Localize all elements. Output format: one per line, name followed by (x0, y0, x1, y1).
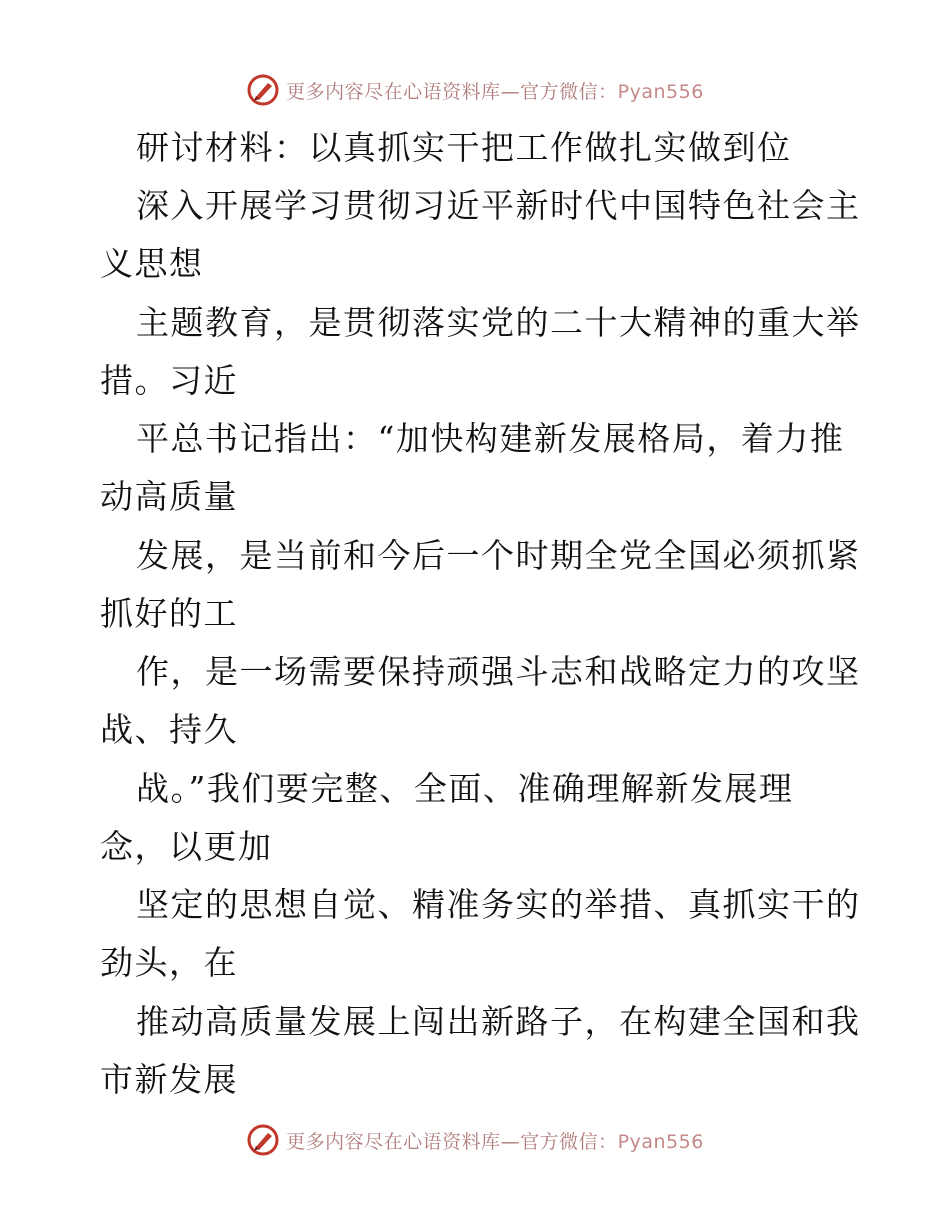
pen-logo-icon (246, 73, 280, 107)
paragraph-line: 坚定的思想自觉、精准务实的举措、真抓实干的 (136, 885, 861, 924)
paragraph-line: 市新发展 (100, 1060, 238, 1099)
paragraph-line: 推动高质量发展上闯出新路子，在构建全国和我 (136, 1002, 861, 1041)
footer-banner-text: 更多内容尽在心语资料库—官方微信：Pyan556 (286, 1130, 704, 1153)
header-banner (0, 72, 950, 108)
footer-wechat-handle: Pyan556 (617, 1130, 704, 1153)
paragraph-line: 深入开展学习贯彻习近平新时代中国特色社会主 (136, 186, 861, 225)
footer-banner (0, 1122, 950, 1158)
document-title: 研讨材料：以真抓实干把工作做扎实做到位 (136, 128, 792, 167)
paragraph-line: 义思想 (100, 244, 204, 283)
paragraph-line: 念，以更加 (100, 827, 273, 866)
paragraph-line: 劲头，在 (100, 943, 238, 982)
paragraph-line: 措。习近 (100, 361, 238, 400)
paragraph-line: 主题教育，是贯彻落实党的二十大精神的重大举 (136, 303, 861, 342)
header-wechat-handle: Pyan556 (617, 80, 704, 103)
paragraph-line: 抓好的工 (100, 594, 238, 633)
header-banner-text: 更多内容尽在心语资料库—官方微信：Pyan556 (286, 80, 704, 103)
pen-logo-icon (246, 1123, 280, 1157)
paragraph-line: 战。”我们要完整、全面、准确理解新发展理 (136, 769, 794, 808)
paragraph-line: 平总书记指出：“加快构建新发展格局，着力推 (136, 419, 845, 458)
paragraph-line: 发展，是当前和今后一个时期全党全国必须抓紧 (136, 536, 861, 575)
paragraph-line: 作，是一场需要保持顽强斗志和战略定力的攻坚 (136, 652, 861, 691)
paragraph-line: 战、持久 (100, 710, 238, 749)
paragraph-line: 动高质量 (100, 477, 238, 516)
